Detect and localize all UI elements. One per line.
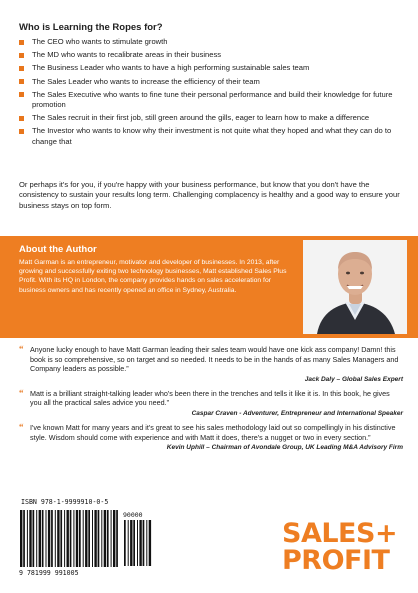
list-item-text: The Investor who wants to know why their investment is not quite what they hoped and what they can do to change that <box>32 126 392 146</box>
square-bullet-icon <box>19 92 24 97</box>
testimonial <box>19 423 403 451</box>
testimonial-text: I've known Matt for many years and it's great to see his sales methodology laid out so compellingly in his distinctive style. Wisdom should come with experience and with Matt it does, there's a nugget or two in every section.” <box>30 422 396 442</box>
closing-paragraph: Or perhaps it's for you, if you're happy with your business performance, but know that you don't have the consistency to sustain your results long term. Challenging complacency is healthy and a good way to ensure your business stays on top form. <box>19 180 400 210</box>
testimonial-text: Matt is a brilliant straight-talking leader who's been there in the trenches and tells it like it is. In this book, he gives you all the practical sales advice you need.” <box>30 388 390 408</box>
list-item <box>19 63 403 73</box>
list-item-text: The Sales recruit in their first job, still green around the gills, eager to learn how to make a difference <box>32 113 370 123</box>
sales-plus-profit-logo <box>282 520 400 582</box>
logo-word-sales: SALES <box>282 518 375 549</box>
list-item <box>19 113 403 123</box>
isbn-label: ISBN 978-1-9999910-0-5 <box>21 498 109 506</box>
testimonial <box>19 345 403 383</box>
list-item-text: The Sales Leader who wants to increase the efficiency of their team <box>32 76 260 86</box>
testimonial-attribution: Caspar Craven - Adventurer, Entrepreneur and International Speaker <box>191 409 403 417</box>
list-item-text: The Sales Executive who wants to fine tune their personal performance and build their knowledge for future promotion <box>32 89 393 110</box>
testimonial-attribution: Jack Daly – Global Sales Expert <box>304 375 403 383</box>
author-bio: Matt Garman is an entrepreneur, motivator and developer of businesses. In 2013, after growing and successfully exiting two technology businesses, Matt established Sales Plus Profit. With its HQ in London, the company provides hands on sales acceleration for business owners and has recently opened an office in Sydney, Australia. <box>19 259 287 294</box>
quote-icon: “ <box>19 421 24 432</box>
quote-icon: “ <box>19 344 24 354</box>
barcode-icon <box>19 510 119 570</box>
barcode-digits: 9 781999 991005 <box>19 569 79 577</box>
square-bullet-icon <box>19 53 24 58</box>
logo-word-profit: PROFIT <box>282 545 390 576</box>
quote-icon: “ <box>19 387 24 398</box>
list-item <box>19 126 403 146</box>
list-item-text: The Business Leader who wants to have a high performing sustainable sales team <box>32 63 310 73</box>
list-item <box>19 90 403 110</box>
logo-line-1 <box>282 520 397 548</box>
price-code: 90000 <box>123 511 143 519</box>
logo-plus-icon: + <box>374 518 398 549</box>
list-item-text: The MD who wants to recalibrate areas in their business <box>32 50 222 60</box>
list-item <box>19 37 403 47</box>
square-bullet-icon <box>19 79 24 84</box>
square-bullet-icon <box>19 40 24 45</box>
audience-list <box>19 37 403 150</box>
author-portrait-icon <box>303 240 407 334</box>
testimonial-text: Anyone lucky enough to have Matt Garman leading their sales team would have one kick ass company! Damn! this book is so comprehensive, so on target and so needed. It needs to be in the hands of as many Sales Managers and Company leaders as possible.” <box>30 345 399 374</box>
square-bullet-icon <box>19 129 24 134</box>
price-barcode-icon <box>123 520 153 566</box>
audience-heading: Who is Learning the Ropes for? <box>19 22 163 33</box>
list-item <box>19 50 403 60</box>
author-heading: About the Author <box>19 244 97 255</box>
testimonial-attribution: Kevin Uphill – Chairman of Avondale Group, UK Leading M&A Advisory Firm <box>166 444 403 452</box>
testimonials <box>19 345 403 457</box>
square-bullet-icon <box>19 116 24 121</box>
author-photo <box>303 240 407 334</box>
isbn-barcode <box>19 498 156 580</box>
testimonial <box>19 389 403 417</box>
list-item-text: The CEO who wants to stimulate growth <box>32 37 168 46</box>
author-band <box>0 236 418 338</box>
square-bullet-icon <box>19 66 24 71</box>
audience-section <box>0 0 418 228</box>
list-item <box>19 77 403 87</box>
